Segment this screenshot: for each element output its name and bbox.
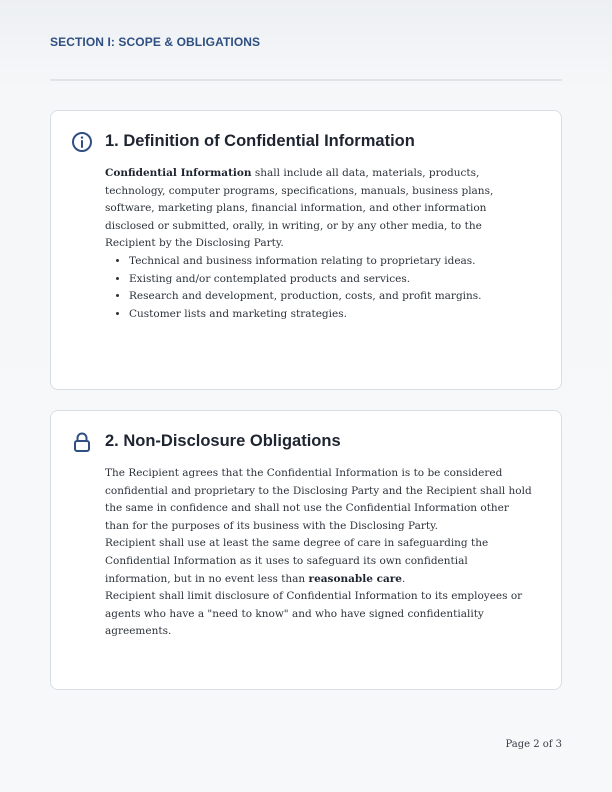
card-body <box>105 165 535 323</box>
defined-term: Confidential Information <box>105 167 252 179</box>
obligation-paragraph: Recipient shall limit disclosure of Confidential Information to its employees or agents who have a "need to know" and who have signed confidentiality agreements. <box>105 590 523 638</box>
definition-text: shall include all data, materials, products, technology, computer programs, specifications, manuals, business plans, software, marketing plans, financial information, and other information disclosed or submitted, orally, in writing, or by any other media, to the Recipient by the Disclosing Party. <box>105 167 494 250</box>
card-body <box>105 465 535 641</box>
obligations-card <box>50 410 562 690</box>
list-item: • Technical and business information relating to proprietary ideas. <box>129 253 535 271</box>
card-title: 2. Non-Disclosure Obligations <box>105 432 341 450</box>
obligation-text: Recipient shall use at least the same degree of care in safeguarding the Confidential Information as it uses to safeguard its own confidential information, but in no event less than <box>105 537 489 585</box>
list-item: • Customer lists and marketing strategies. <box>129 306 535 324</box>
definition-paragraph <box>105 165 535 253</box>
section-header: SECTION I: SCOPE & OBLIGATIONS <box>50 35 261 49</box>
obligation-text: . <box>401 572 406 585</box>
card-title: 1. Definition of Confidential Information <box>105 132 415 150</box>
info-icon <box>71 131 93 153</box>
header-divider <box>50 79 562 81</box>
obligation-paragraph <box>105 535 535 588</box>
list-item: • Research and development, production, costs, and profit margins. <box>129 288 535 306</box>
obligation-paragraph: The Recipient agrees that the Confidential Information is to be considered confidential and proprietary to the Disclosing Party and the Recipient shall hold the same in confidence and shall not use the Confidential Information other than for the purposes of its business with the Disclosing Party. <box>105 467 532 532</box>
lock-icon <box>71 431 93 453</box>
list-item: • Existing and/or contemplated products and services. <box>129 271 535 289</box>
definition-list <box>105 253 535 323</box>
emphasis-text: reasonable care <box>308 572 402 585</box>
page-number: Page 2 of 3 <box>505 739 562 750</box>
definition-card <box>50 110 562 390</box>
